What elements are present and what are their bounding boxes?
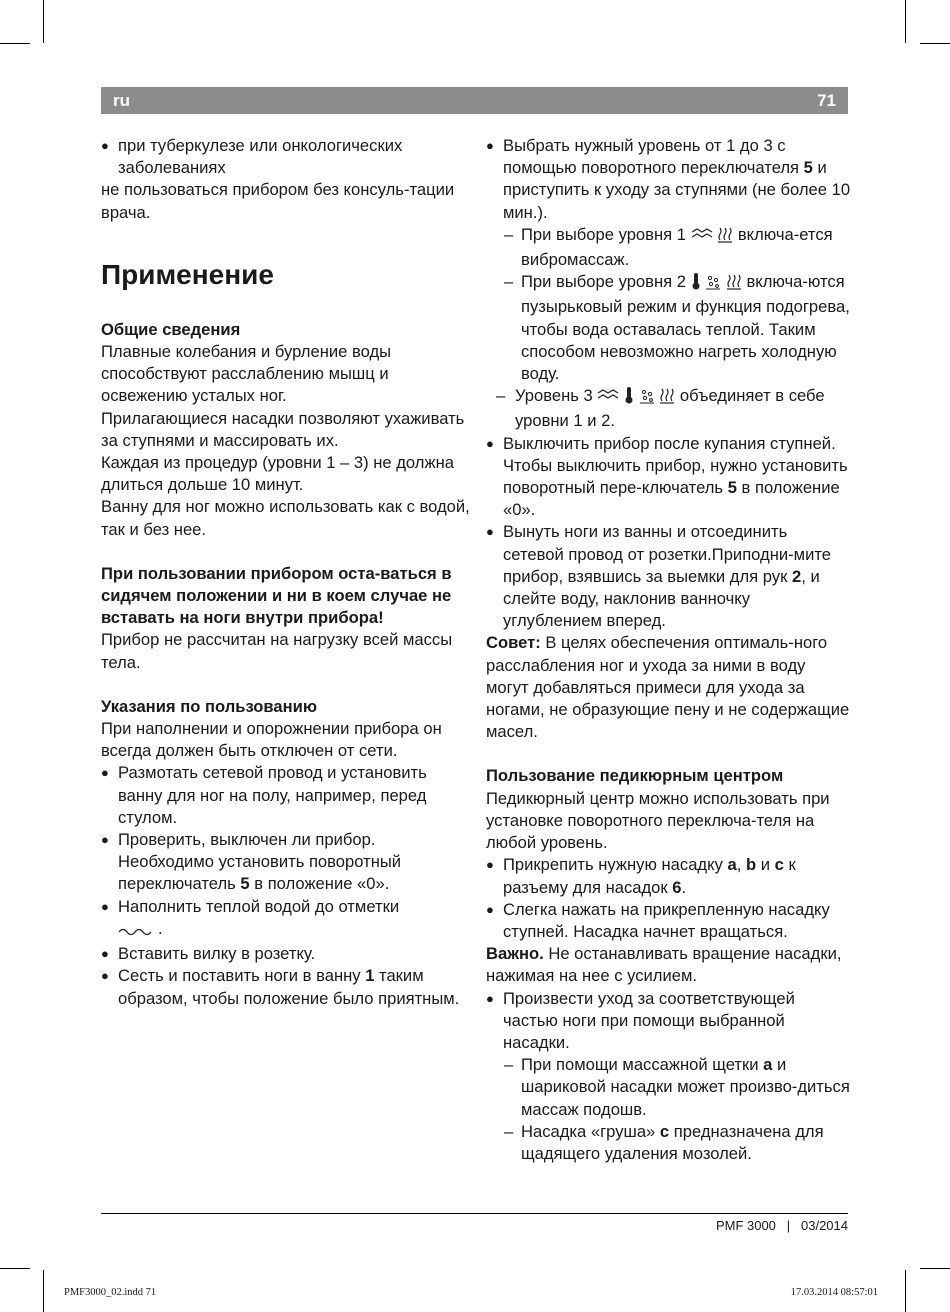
vibration-icon bbox=[691, 227, 713, 249]
sub-item: – При выборе уровня 1 включа-ется вибромассаж. bbox=[486, 224, 852, 271]
crop-mark bbox=[920, 43, 950, 44]
crop-mark bbox=[43, 0, 44, 43]
general-info-para: Ванну для ног можно использовать как с водой, так и без нее. bbox=[101, 497, 470, 539]
bubbles-icon bbox=[705, 274, 721, 296]
list-item: ● Вставить вилку в розетку. bbox=[101, 943, 471, 965]
usage-title: Указания по пользованию bbox=[101, 696, 318, 716]
waves-icon bbox=[118, 921, 158, 943]
sub-item: – При помощи массажной щетки a и шариковой насадки может произво-диться массаж подошв. bbox=[486, 1054, 852, 1121]
bubbles-icon bbox=[639, 388, 655, 410]
footer-date: 03/2014 bbox=[801, 1218, 848, 1233]
footer-separator: | bbox=[786, 1218, 791, 1233]
list-item: ● Произвести уход за соответствующей частью ноги при помощи выбранной насадки. bbox=[486, 988, 852, 1055]
warning-note: Прибор не рассчитан на нагрузку всей массы тела. bbox=[101, 630, 453, 672]
crop-mark bbox=[0, 43, 30, 44]
crop-mark bbox=[43, 1270, 44, 1312]
crop-mark bbox=[905, 0, 906, 43]
list-item: ● Сесть и поставить ноги в ванну 1 таким образом, чтобы положение было приятным. bbox=[101, 965, 471, 1009]
list-item: ● Проверить, выключен ли прибор. Необходимо установить поворотный переключатель 5 в положение «0». bbox=[101, 829, 471, 896]
steam-icon bbox=[717, 227, 733, 249]
important-label: Важно. bbox=[486, 944, 544, 964]
list-item: ● Слегка нажать на прикрепленную насадку ступней. Насадка начнет вращаться. bbox=[486, 899, 852, 943]
important-paragraph: Важно. Не останавливать вращение насадки, нажимая на нее с усилием. bbox=[486, 944, 842, 986]
sub-item: – При выборе уровня 2 включа-ются пузырьковый режим и функция подогрева, чтобы вода оставалась теплой. Таким способом невозможно нагреть холодную воду. bbox=[486, 271, 852, 385]
steam-icon bbox=[726, 274, 742, 296]
tip-label: Совет: bbox=[486, 633, 541, 653]
vibration-icon bbox=[597, 388, 619, 410]
page-footer bbox=[716, 1218, 848, 1233]
heat-icon bbox=[691, 272, 701, 296]
crop-mark bbox=[905, 1270, 906, 1312]
language-code: ru bbox=[113, 91, 130, 110]
left-column bbox=[101, 135, 471, 1010]
page-number: 71 bbox=[817, 91, 836, 110]
list-item: ● Размотать сетевой провод и установить ванну для ног на полу, например, перед стулом. bbox=[101, 762, 471, 829]
footer-model: PMF 3000 bbox=[715, 1218, 776, 1233]
crop-mark bbox=[0, 1268, 30, 1269]
sub-item: – Насадка «груша» c предназначена для щадящего удаления мозолей. bbox=[486, 1121, 852, 1165]
page-header-bar bbox=[101, 87, 848, 114]
list-item: ● Наполнить теплой водой до отметки . bbox=[101, 896, 471, 943]
tip-paragraph: Совет: В целях обеспечения оптималь-ного расслабления ног и ухода за ними в воду могут добавляться примеси для ухода за ногами, не образующие пену и не содержащие масел. bbox=[486, 633, 850, 742]
crop-mark bbox=[920, 1268, 950, 1269]
warning-text: При пользовании прибором оста-ваться в сидячем положении и ни в коем случае не вставать на ноги внутри прибора! bbox=[101, 563, 452, 628]
heat-icon bbox=[624, 386, 634, 410]
footer-rule bbox=[101, 1213, 848, 1214]
steam-icon bbox=[659, 388, 675, 410]
section-heading: Применение bbox=[101, 258, 274, 290]
slug-file: PMF3000_02.indd 71 bbox=[64, 1287, 157, 1298]
usage-para: При наполнении и опорожнении прибора он всегда должен быть отключен от сети. bbox=[101, 719, 442, 761]
intro-bullet: ● при туберкулезе или онкологических заболеваниях bbox=[101, 135, 471, 179]
general-info-para: Плавные колебания и бурление воды способствуют расслаблению мышц и освежению усталых ног. bbox=[101, 342, 392, 406]
list-item: ● Прикрепить нужную насадку a, b и c к разъему для насадок 6. bbox=[486, 854, 852, 898]
pedicure-para: Педикюрный центр можно использовать при установке поворотного переключа-теля на любой уровень. bbox=[486, 788, 830, 853]
intro-text: не пользоваться прибором без консуль-тации врача. bbox=[101, 180, 455, 222]
general-info-para: Каждая из процедур (уровни 1 – 3) не должна длиться дольше 10 минут. bbox=[101, 453, 454, 495]
right-column bbox=[486, 135, 852, 1165]
list-item: ● Выключить прибор после купания ступней. Чтобы выключить прибор, нужно установить поворотный пере-ключатель 5 в положение «0». bbox=[486, 433, 852, 522]
list-item: ● Выбрать нужный уровень от 1 до 3 с помощью поворотного переключателя 5 и приступить к уходу за ступнями (не более 10 мин.). bbox=[486, 135, 852, 224]
list-item: ● Вынуть ноги из ванны и отсоединить сетевой провод от розетки.Приподни-мите прибор, взявшись за выемки для рук 2, и слейте воду, наклонив ванночку углублением вперед. bbox=[486, 521, 852, 632]
general-info-title: Общие сведения bbox=[101, 319, 241, 339]
sub-item: – Уровень 3 объединяет в себе уровни 1 и 2. bbox=[486, 385, 852, 432]
general-info-para: Прилагающиеся насадки позволяют ухаживать за ступнями и массировать их. bbox=[101, 408, 465, 450]
slug-timestamp: 17.03.2014 08:57:01 bbox=[790, 1287, 878, 1298]
pedicure-title: Пользование педикюрным центром bbox=[486, 766, 784, 786]
